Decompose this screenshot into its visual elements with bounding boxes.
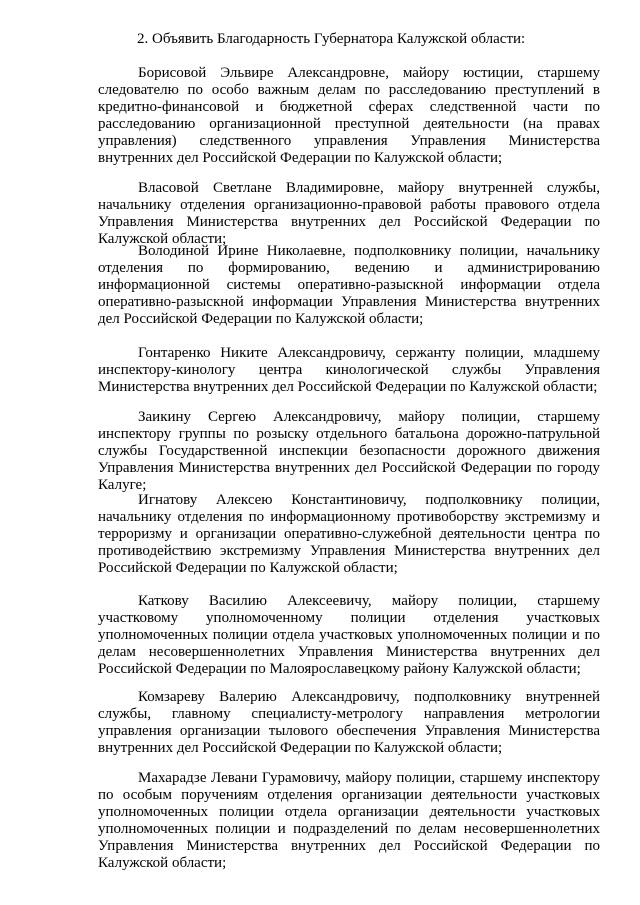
award-paragraph-katkov: Каткову Василию Алексеевичу, майору полиции, старшему участковому уполномоченному полиции отделения участковых уполномоченных полиции отдела участковых уполномоченных полиции и по делам несовершеннолетних Управления Министерства внутренних дел Российской Федерации по Малоярославецкому району Калужской области; — [98, 593, 600, 677]
award-paragraph-borisova: Борисовой Эльвире Александровне, майору юстиции, старшему следователю по особо важным делам по расследованию преступлений в кредитно-финансовой и бюджетной сферах следственной части по расследованию организационной преступной деятельности (на правах управления) следственного управления Управления Министерства внутренних дел Российской Федерации по Калужской области; — [98, 65, 600, 166]
award-paragraph-makharadze: Махарадзе Левани Гурамовичу, майору полиции, старшему инспектору по особым поручениям отделения организации деятельности участковых уполномоченных полиции отдела организации деятельности участковых уполномоченных полиции и подразделений по делам несовершеннолетних Управления Министерства внутренних дел Российской Федерации по Калужской области; — [98, 770, 600, 871]
award-paragraph-vlasova: Власовой Светлане Владимировне, майору внутренней службы, начальнику отделения организационно-правовой работы правового отдела Управления Министерства внутренних дел Российской Федерации по Калужской области; — [98, 180, 600, 247]
award-paragraph-gontarenko: Гонтаренко Никите Александровичу, сержанту полиции, младшему инспектору-кинологу центра кинологической службы Управления Министерства внутренних дел Российской Федерации по Калужской области; — [98, 345, 600, 395]
section-heading: 2. Объявить Благодарность Губернатора Калужской области: — [137, 31, 526, 47]
award-paragraph-komzarev: Комзареву Валерию Александровичу, подполковнику внутренней службы, главному специалисту-метрологу направления метрологии управления организации тылового обеспечения Управления Министерства внутренних дел Российской Федерации по Калужской области; — [98, 689, 600, 756]
award-paragraph-ignatov: Игнатову Алексею Константиновичу, подполковнику полиции, начальнику отделения по информационному противоборству экстремизму и терроризму и организации оперативно-служебной деятельности центра по противодействию экстремизму Управления Министерства внутренних дел Российской Федерации по Калужской области; — [98, 492, 600, 576]
award-paragraph-zaikin: Заикину Сергею Александровичу, майору полиции, старшему инспектору группы по розыску отдельного батальона дорожно-патрульной службы Государственной инспекции безопасности дорожного движения Управления Министерства внутренних дел Российской Федерации по городу Калуге; — [98, 409, 600, 493]
award-paragraph-volodina: Володиной Ирине Николаевне, подполковнику полиции, начальнику отделения по формированию, ведению и администрированию информационной системы оперативно-разыскной информации отдела оперативно-разыскной информации Управления Министерства внутренних дел Российской Федерации по Калужской области; — [98, 243, 600, 327]
